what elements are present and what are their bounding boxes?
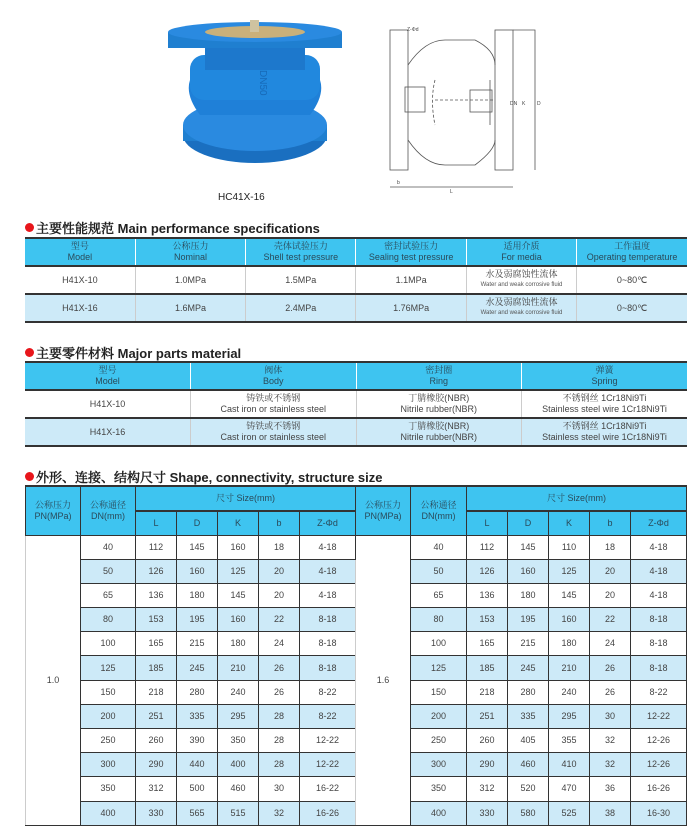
dimension-cell: 290: [467, 753, 508, 777]
table-cell: 1.5MPa: [246, 266, 356, 294]
cell-line-cn: 弹簧: [595, 365, 614, 375]
table-row: [25, 390, 687, 418]
dimension-cell: 440: [177, 753, 218, 777]
dimension-cell: 400: [218, 753, 259, 777]
materials-table: [25, 361, 687, 447]
dimension-cell: 22: [259, 608, 300, 632]
dimension-cell: 12-22: [300, 753, 356, 777]
cell-line-en: Spring: [591, 376, 618, 386]
bullet-icon: [25, 348, 34, 357]
dimension-cell: 312: [136, 777, 177, 801]
cell-line-en: Sealing test pressure: [368, 252, 454, 262]
dimension-cell: 16-26: [300, 801, 356, 825]
dimension-cell: 335: [177, 704, 218, 728]
dn-value: 300: [81, 753, 136, 777]
sub-header-d: D: [177, 511, 218, 535]
dimension-cell: 110: [549, 535, 590, 559]
cell-line-en: Cast iron or stainless steel: [220, 432, 327, 442]
dimension-cell: 36: [590, 777, 631, 801]
cell-line-cn: 壳体试验压力: [273, 241, 328, 251]
dimension-cell: 350: [218, 729, 259, 753]
dn-value: 250: [81, 729, 136, 753]
dimension-cell: 160: [218, 535, 259, 559]
dimension-cell: 126: [136, 559, 177, 583]
dn-value: 350: [411, 777, 467, 801]
column-header: [522, 362, 688, 390]
dimension-cell: 24: [259, 632, 300, 656]
dimension-cell: 565: [177, 801, 218, 825]
svg-text:Z-Φd: Z-Φd: [407, 27, 419, 33]
dimension-cell: 180: [508, 583, 549, 607]
section-title: 主要零件材料 Major parts material: [36, 346, 242, 361]
dn-value: 350: [81, 777, 136, 801]
cell-line-en: DN(mm): [91, 510, 125, 521]
dimension-cell: 20: [590, 559, 631, 583]
valve-photo: [160, 20, 350, 180]
dn-value: 80: [411, 608, 467, 632]
sub-header-l: L: [136, 511, 177, 535]
section-performance: [25, 218, 320, 237]
dimension-cell: 26: [590, 656, 631, 680]
cell-line-en: PN(MPa): [34, 510, 72, 521]
dn-value: 100: [411, 632, 467, 656]
dimension-cell: 8-18: [631, 632, 687, 656]
dimension-cell: 460: [508, 753, 549, 777]
pn-header: [356, 486, 411, 535]
dimension-cell: 160: [508, 559, 549, 583]
dimension-cell: 125: [549, 559, 590, 583]
header-row: [26, 486, 687, 511]
dimension-cell: 32: [590, 753, 631, 777]
section-dimensions: [25, 467, 383, 486]
cell-line-cn: 公称压力: [364, 499, 401, 510]
dimension-cell: 145: [549, 583, 590, 607]
column-header: [356, 362, 522, 390]
dimension-cell: 195: [508, 608, 549, 632]
dimension-cell: 312: [467, 777, 508, 801]
dimension-cell: 32: [590, 729, 631, 753]
sub-header-b: b: [590, 511, 631, 535]
dimension-cell: 125: [218, 559, 259, 583]
dn-value: 65: [81, 583, 136, 607]
cell-line-cn: 型号: [70, 241, 89, 251]
dimension-cell: 515: [218, 801, 259, 825]
svg-text:DN: DN: [510, 101, 518, 107]
cell-line-cn: 铸铁或不锈钢: [246, 393, 301, 403]
table-cell: [356, 418, 522, 446]
column-header: [356, 238, 466, 266]
dimension-cell: 240: [218, 680, 259, 704]
cell-line-cn: 阀体: [264, 365, 283, 375]
cell-line-en: PN(MPa): [364, 510, 402, 521]
valve-schematic: [385, 25, 550, 195]
dimension-cell: 245: [508, 656, 549, 680]
dimension-cell: 185: [467, 656, 508, 680]
dimension-cell: 16-30: [631, 801, 687, 825]
table-cell: [191, 418, 357, 446]
dimension-cell: 500: [177, 777, 218, 801]
sub-header-k: K: [218, 511, 259, 535]
dimension-cell: 218: [136, 680, 177, 704]
svg-text:K: K: [522, 101, 526, 107]
table-cell: H41X-10: [25, 390, 191, 418]
table-cell: 1.1MPa: [356, 266, 466, 294]
dimension-cell: 4-18: [631, 583, 687, 607]
cell-line-en: Model: [95, 376, 120, 386]
dimension-cell: 153: [136, 608, 177, 632]
cell-line-cn: 公称通径: [420, 499, 457, 510]
dimension-cell: 260: [467, 729, 508, 753]
cell-line-en: Nitrile rubber(NBR): [400, 432, 477, 442]
cell-line-cn: 不锈钢丝 1Cr18Ni9Ti: [562, 421, 647, 431]
bullet-icon: [25, 223, 34, 232]
cell-line-en: Nitrile rubber(NBR): [400, 404, 477, 414]
cell-line-cn: 型号: [98, 365, 117, 375]
cell-line-cn: 铸铁或不锈钢: [246, 421, 301, 431]
product-caption: HC41X-16: [218, 192, 265, 203]
dimension-cell: 245: [177, 656, 218, 680]
dimension-cell: 8-22: [631, 680, 687, 704]
dimension-cell: 30: [259, 777, 300, 801]
table-cell: [466, 294, 576, 322]
cell-line-cn: 水及弱腐蚀性流体: [485, 269, 558, 279]
dimension-cell: 8-18: [300, 656, 356, 680]
cell-line-en: Operating temperature: [586, 252, 678, 262]
dimension-cell: 16-22: [300, 777, 356, 801]
cell-line-en: Shell test pressure: [263, 252, 339, 262]
dimension-cell: 8-18: [300, 632, 356, 656]
table-cell: 0~80℃: [577, 294, 687, 322]
dimension-cell: 30: [590, 704, 631, 728]
dimension-cell: 12-26: [631, 729, 687, 753]
dimension-cell: 20: [590, 583, 631, 607]
dn-value: 400: [411, 801, 467, 825]
dimension-cell: 160: [218, 608, 259, 632]
dimension-cell: 126: [467, 559, 508, 583]
sub-header-d: D: [508, 511, 549, 535]
cell-line-en: Nominal: [173, 252, 207, 262]
dn-value: 250: [411, 729, 467, 753]
dimension-cell: 180: [549, 632, 590, 656]
performance-table: [25, 237, 687, 323]
table-row: [25, 266, 687, 294]
column-header: [25, 362, 191, 390]
sub-header-zd: Z-Φd: [300, 511, 356, 535]
dimension-cell: 390: [177, 729, 218, 753]
dimension-cell: 290: [136, 753, 177, 777]
dimension-cell: 4-18: [300, 559, 356, 583]
table-cell: 1.76MPa: [356, 294, 466, 322]
casting-mark: DN50: [257, 70, 268, 96]
table-cell: 1.0MPa: [135, 266, 245, 294]
svg-text:b: b: [397, 180, 400, 186]
dn-value: 125: [81, 656, 136, 680]
dimension-cell: 525: [549, 801, 590, 825]
dimension-cell: 153: [467, 608, 508, 632]
dimension-cell: 24: [590, 632, 631, 656]
dimension-cell: 26: [259, 656, 300, 680]
dn-value: 40: [411, 535, 467, 559]
dn-value: 200: [411, 704, 467, 728]
dimension-cell: 18: [590, 535, 631, 559]
dn-value: 80: [81, 608, 136, 632]
dimension-cell: 210: [218, 656, 259, 680]
column-header: [191, 362, 357, 390]
cell-line-en: Ring: [429, 376, 448, 386]
dimension-cell: 240: [549, 680, 590, 704]
cell-line-cn: 丁腈橡胶(NBR): [408, 393, 470, 403]
dimension-cell: 185: [136, 656, 177, 680]
size-header: 尺寸 Size(mm): [467, 486, 687, 511]
dimension-cell: 28: [259, 729, 300, 753]
cell-line-cn: 工作温度: [614, 241, 651, 251]
table-cell: 0~80℃: [577, 266, 687, 294]
dimension-cell: 12-26: [631, 753, 687, 777]
dn-value: 400: [81, 801, 136, 825]
section-materials: [25, 343, 241, 362]
table-cell: [466, 266, 576, 294]
dimension-cell: 38: [590, 801, 631, 825]
dimension-cell: 165: [467, 632, 508, 656]
sub-header-b: b: [259, 511, 300, 535]
dimension-cell: 136: [136, 583, 177, 607]
dn-value: 150: [411, 680, 467, 704]
dimension-cell: 160: [549, 608, 590, 632]
dimension-cell: 112: [136, 535, 177, 559]
column-header: [466, 238, 576, 266]
dn-value: 100: [81, 632, 136, 656]
dimensions-table: [25, 485, 687, 826]
dimension-cell: 520: [508, 777, 549, 801]
dimension-cell: 355: [549, 729, 590, 753]
dn-value: 50: [411, 559, 467, 583]
dimension-cell: 251: [467, 704, 508, 728]
cell-line-en: Water and weak corrosive fluid: [480, 310, 563, 316]
dimension-cell: 195: [177, 608, 218, 632]
dimension-cell: 4-18: [631, 559, 687, 583]
dn-value: 65: [411, 583, 467, 607]
dimension-cell: 4-18: [300, 535, 356, 559]
cell-line-en: Stainless steel wire 1Cr18Ni9Ti: [542, 404, 667, 414]
table-cell: H41X-16: [25, 294, 135, 322]
dimension-cell: 145: [508, 535, 549, 559]
table-cell: H41X-16: [25, 418, 191, 446]
dn-value: 200: [81, 704, 136, 728]
dimension-cell: 210: [549, 656, 590, 680]
cell-line-en: For media: [501, 252, 542, 262]
size-header: 尺寸 Size(mm): [136, 486, 356, 511]
table-cell: [191, 390, 357, 418]
cell-line-cn: 公称通径: [89, 499, 126, 510]
column-header: [246, 238, 356, 266]
dimension-cell: 28: [259, 704, 300, 728]
dimension-cell: 16-26: [631, 777, 687, 801]
column-header: [577, 238, 687, 266]
dimension-cell: 8-18: [631, 608, 687, 632]
dimension-cell: 28: [259, 753, 300, 777]
dimension-cell: 26: [590, 680, 631, 704]
cell-line-cn: 水及弱腐蚀性流体: [485, 297, 558, 307]
cell-line-cn: 丁腈橡胶(NBR): [408, 421, 470, 431]
cell-line-en: Cast iron or stainless steel: [220, 404, 327, 414]
cell-line-cn: 不锈钢丝 1Cr18Ni9Ti: [562, 393, 647, 403]
dimension-cell: 8-18: [631, 656, 687, 680]
dimension-cell: 215: [508, 632, 549, 656]
dimension-cell: 330: [136, 801, 177, 825]
table-cell: [522, 418, 688, 446]
dn-value: 40: [81, 535, 136, 559]
pn-value: 1.0: [26, 535, 81, 825]
table-row: [25, 418, 687, 446]
dimension-cell: 22: [590, 608, 631, 632]
cell-line-en: Model: [67, 252, 93, 262]
dimension-cell: 280: [177, 680, 218, 704]
dimension-cell: 251: [136, 704, 177, 728]
dn-value: 150: [81, 680, 136, 704]
section-title: 主要性能规范 Main performance specifications: [36, 221, 320, 236]
dn-header: [411, 486, 467, 535]
dimension-cell: 280: [508, 680, 549, 704]
cell-line-en: Body: [262, 376, 284, 386]
dimension-cell: 330: [467, 801, 508, 825]
dimension-cell: 405: [508, 729, 549, 753]
column-header: [135, 238, 245, 266]
svg-text:L: L: [450, 189, 453, 195]
svg-text:D: D: [537, 101, 541, 107]
table-cell: H41X-10: [25, 266, 135, 294]
dimension-cell: 580: [508, 801, 549, 825]
cell-line-cn: 公称压力: [34, 499, 71, 510]
dimension-cell: 32: [259, 801, 300, 825]
dimension-cell: 8-22: [300, 680, 356, 704]
dn-value: 125: [411, 656, 467, 680]
table-cell: [356, 390, 522, 418]
sub-header-zd: Z-Φd: [631, 511, 687, 535]
table-row: [25, 294, 687, 322]
dimension-cell: 26: [259, 680, 300, 704]
dimension-cell: 145: [177, 535, 218, 559]
dimension-cell: 470: [549, 777, 590, 801]
pn-header: [26, 486, 81, 535]
sub-header-k: K: [549, 511, 590, 535]
dimension-cell: 180: [177, 583, 218, 607]
dimension-cell: 295: [218, 704, 259, 728]
dn-value: 300: [411, 753, 467, 777]
dimension-cell: 180: [218, 632, 259, 656]
sub-header-l: L: [467, 511, 508, 535]
dimension-cell: 12-22: [300, 729, 356, 753]
bullet-icon: [25, 472, 34, 481]
cell-line-cn: 密封试验压力: [384, 241, 439, 251]
dimension-cell: 145: [218, 583, 259, 607]
cell-line-cn: 公称压力: [172, 241, 209, 251]
dimension-cell: 165: [136, 632, 177, 656]
cell-line-cn: 适用介质: [503, 241, 540, 251]
dimension-cell: 18: [259, 535, 300, 559]
pn-value: 1.6: [356, 535, 411, 825]
cell-line-en: Water and weak corrosive fluid: [480, 282, 563, 288]
table-row: [26, 535, 687, 559]
dimension-cell: 215: [177, 632, 218, 656]
dn-header: [81, 486, 136, 535]
dimension-cell: 112: [467, 535, 508, 559]
dimension-cell: 20: [259, 583, 300, 607]
dimension-cell: 410: [549, 753, 590, 777]
dimension-cell: 160: [177, 559, 218, 583]
dimension-cell: 335: [508, 704, 549, 728]
dimension-cell: 460: [218, 777, 259, 801]
dimension-cell: 12-22: [631, 704, 687, 728]
dn-value: 50: [81, 559, 136, 583]
table-cell: 2.4MPa: [246, 294, 356, 322]
dimension-cell: 20: [259, 559, 300, 583]
dimension-cell: 4-18: [300, 583, 356, 607]
cell-line-en: Stainless steel wire 1Cr18Ni9Ti: [542, 432, 667, 442]
dimension-cell: 260: [136, 729, 177, 753]
table-cell: 1.6MPa: [135, 294, 245, 322]
cell-line-en: DN(mm): [421, 510, 456, 521]
dimension-cell: 8-18: [300, 608, 356, 632]
dimension-cell: 295: [549, 704, 590, 728]
dimension-cell: 136: [467, 583, 508, 607]
table-cell: [522, 390, 688, 418]
dimension-cell: 4-18: [631, 535, 687, 559]
column-header: [25, 238, 135, 266]
section-title: 外形、连接、结构尺寸 Shape, connectivity, structure size: [36, 470, 383, 485]
dimension-cell: 8-22: [300, 704, 356, 728]
cell-line-cn: 密封圈: [425, 365, 453, 375]
dimension-cell: 218: [467, 680, 508, 704]
